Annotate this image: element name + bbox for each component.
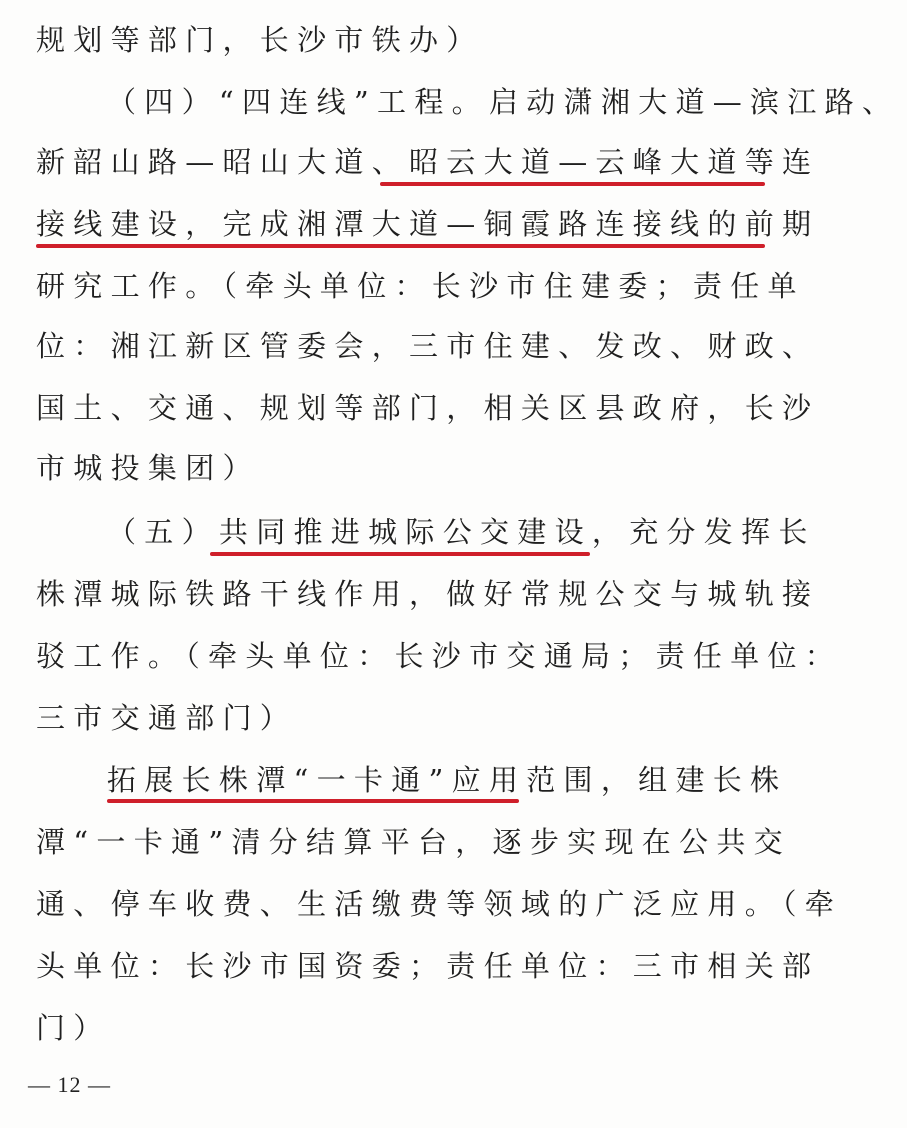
text-line: 研究工作。（牵头单位：长沙市住建委；责任单: [36, 269, 805, 303]
red-underline: [210, 552, 590, 556]
text-line: 潭“一卡通”清分结算平台，逐步实现在公共交: [36, 825, 791, 859]
red-underline: [107, 799, 519, 803]
text-line: 市城投集团）: [36, 451, 260, 485]
text-line: 规划等部门，长沙市铁办）: [36, 23, 484, 57]
text-line: 通、停车收费、生活缴费等领域的广泛应用。（牵: [36, 887, 843, 921]
text-line: 国土、交通、规划等部门，相关区县政府，长沙: [36, 391, 820, 425]
page-number: — 12 —: [28, 1072, 111, 1097]
red-underline: [36, 244, 765, 248]
text-line: 位：湘江新区管委会，三市住建、发改、财政、: [36, 329, 820, 363]
paragraph-line: 拓展长株潭“一卡通”应用范围，组建长株: [107, 763, 788, 797]
text-line: 株潭城际铁路干线作用，做好常规公交与城轨接: [36, 577, 820, 611]
text-line: 接线建设，完成湘潭大道—铜霞路连接线的前期: [36, 207, 820, 241]
text-line: 门）: [36, 1011, 111, 1045]
text-line: 三市交通部门）: [36, 701, 298, 735]
text-line: 头单位：长沙市国资委；责任单位：三市相关部: [36, 949, 820, 983]
paragraph-line: （四）“四连线”工程。启动潇湘大道—滨江路、: [107, 85, 900, 119]
text-line: 驳工作。（牵头单位：长沙市交通局；责任单位：: [36, 639, 843, 673]
red-underline: [380, 182, 765, 186]
text-line: 新韶山路—昭山大道、昭云大道—云峰大道等连: [36, 145, 820, 179]
paragraph-line: （五）共同推进城际公交建设，充分发挥长: [107, 515, 816, 549]
